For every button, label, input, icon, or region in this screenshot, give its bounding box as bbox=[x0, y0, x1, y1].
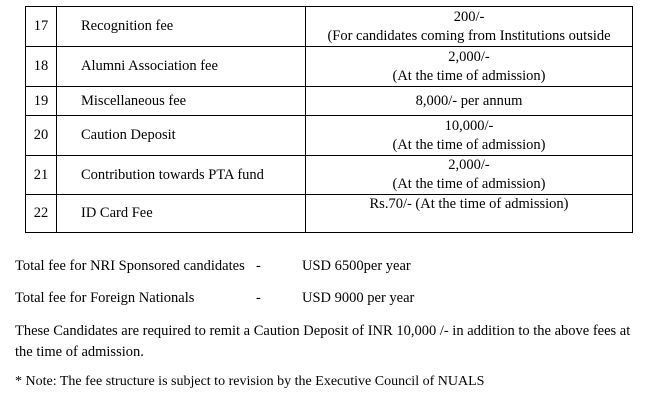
table-row bbox=[26, 7, 633, 47]
amount-value: 200/- bbox=[453, 8, 485, 25]
amount-note: (At the time of admission) bbox=[392, 67, 546, 84]
amount-note: (At the time of admission) bbox=[392, 176, 546, 192]
amount-note: (At the time of admission) bbox=[392, 136, 546, 153]
fee-table bbox=[25, 6, 633, 233]
fee-name: Contribution towards PTA fund bbox=[57, 156, 306, 195]
fee-name: Caution Deposit bbox=[57, 116, 306, 156]
caution-deposit-text: These Candidates are required to remit a Caution Deposit of INR 10,000 /- in addition to the above fees at the time of admission. bbox=[15, 323, 631, 360]
table-row bbox=[26, 156, 633, 195]
table-row bbox=[26, 116, 633, 156]
table-row bbox=[26, 87, 633, 116]
total-dash: - bbox=[256, 290, 261, 306]
amount-value: 2,000/- bbox=[448, 48, 490, 65]
total-value: USD 9000 per year bbox=[302, 290, 415, 306]
amount-value: 2,000/- bbox=[448, 157, 490, 173]
total-label: Total fee for Foreign Nationals bbox=[15, 290, 195, 306]
row-number: 20 bbox=[26, 116, 57, 156]
fee-name: Miscellaneous fee bbox=[57, 87, 306, 116]
fee-name: Recognition fee bbox=[57, 7, 306, 47]
table-row bbox=[26, 195, 633, 233]
amount-value: 8,000/- per annum bbox=[415, 92, 523, 109]
table-row bbox=[26, 47, 633, 87]
amount-value: Rs.70/- (At the time of admission) bbox=[369, 196, 569, 212]
fee-amount bbox=[306, 7, 633, 47]
row-number: 17 bbox=[26, 7, 57, 47]
amount-note: (For candidates coming from Institutions outside bbox=[327, 27, 611, 44]
amount-value: 10,000/- bbox=[444, 117, 494, 134]
fee-amount bbox=[306, 47, 633, 87]
row-number: 19 bbox=[26, 87, 57, 116]
total-label: Total fee for NRI Sponsored candidates bbox=[15, 258, 245, 274]
total-value: USD 6500per year bbox=[302, 258, 411, 274]
fee-amount bbox=[306, 156, 633, 195]
row-number: 22 bbox=[26, 195, 57, 233]
fee-amount bbox=[306, 195, 633, 233]
row-number: 18 bbox=[26, 47, 57, 87]
fee-revision-note: * Note: The fee structure is subject to revision by the Executive Council of NUALS bbox=[15, 374, 485, 389]
fee-amount bbox=[306, 116, 633, 156]
fee-name: Alumni Association fee bbox=[57, 47, 306, 87]
total-dash: - bbox=[256, 258, 261, 274]
row-number: 21 bbox=[26, 156, 57, 195]
fee-amount bbox=[306, 87, 633, 116]
fee-name: ID Card Fee bbox=[57, 195, 306, 233]
